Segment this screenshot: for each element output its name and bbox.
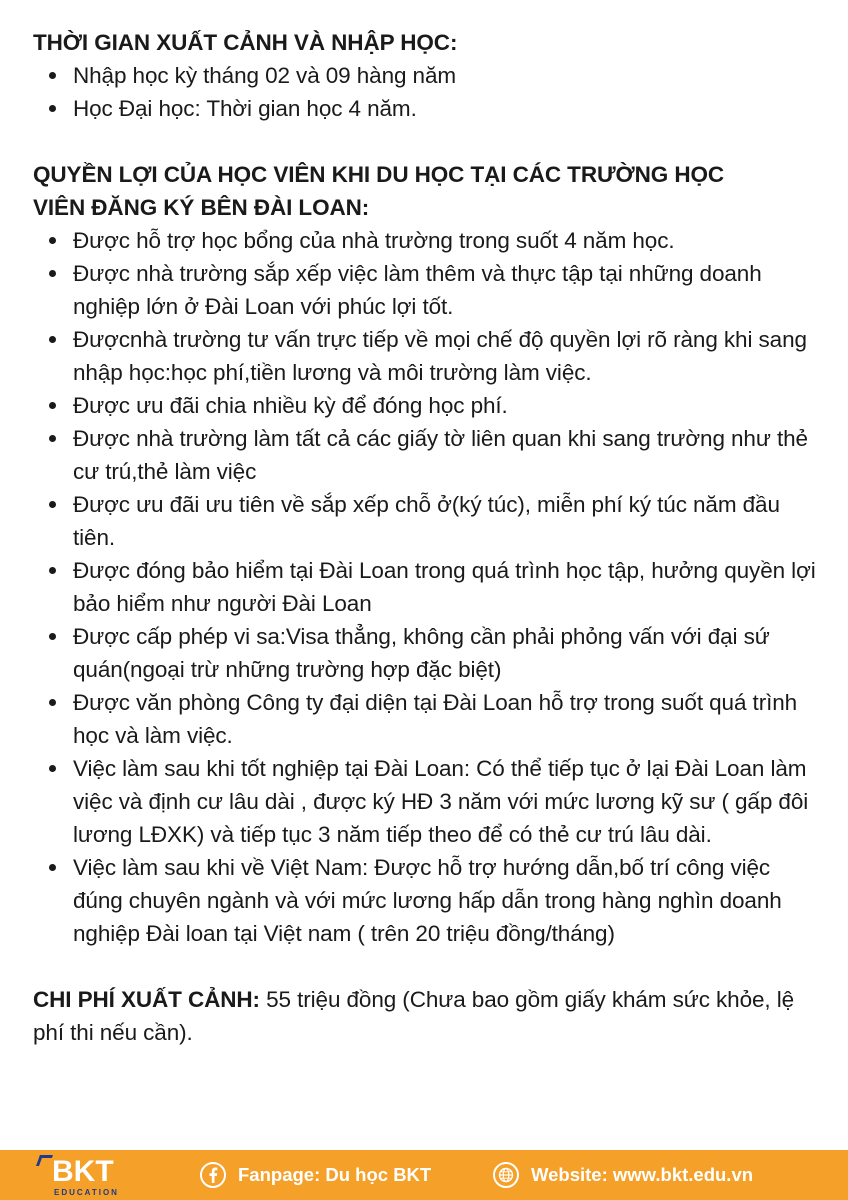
logo-mark-icon [36,1155,53,1166]
list-item: Được ưu đãi ưu tiên về sắp xếp chỗ ở(ký túc), miễn phí ký túc năm đầu tiên. [33,488,823,554]
bullet-icon [49,699,56,706]
bullet-icon [49,501,56,508]
list-item: Việc làm sau khi về Việt Nam: Được hỗ trợ hướng dẫn,bố trí công việc đúng chuyên ngành và với mức lương hấp dẫn trong hàng nghìn doanh nghiệp Đài loan tại Việt nam ( trên 20 triệu đồng/tháng) [33,851,823,950]
list-item: Đượcnhà trường tư vấn trực tiếp về mọi chế độ quyền lợi rõ ràng khi sang nhập học:học phí,tiền lương và môi trường làm việc. [33,323,823,389]
fanpage-label: Fanpage: Du học BKT [238,1164,432,1185]
bullet-icon [49,72,56,79]
bullet-icon [49,633,56,640]
bullet-icon [49,435,56,442]
cost-value: 55 triệu đồng (Chưa bao gồm giấy khám sức khỏe, lệ phí thi nếu cần). [33,987,795,1045]
benefits-heading: QUYỀN LỢI CỦA HỌC VIÊN KHI DU HỌC TẠI CÁC TRƯỜNG HỌC VIÊN ĐĂNG KÝ BÊN ĐÀI LOAN: [33,162,725,220]
list-item: Được văn phòng Công ty đại diện tại Đài Loan hỗ trợ trong suốt quá trình học và làm việc. [33,686,823,752]
globe-icon [493,1162,519,1188]
list-item: Việc làm sau khi tốt nghiệp tại Đài Loan: Có thể tiếp tục ở lại Đài Loan làm việc và định cư lâu dài , được ký HĐ 3 năm với mức lương kỹ sư ( gấp đôi lương LĐXK) và tiếp tục 3 năm tiếp theo để có thẻ cư trú lâu dài. [33,752,823,851]
list-item: Được đóng bảo hiểm tại Đài Loan trong quá trình học tập, hưởng quyền lợi bảo hiểm như người Đài Loan [33,554,823,620]
fanpage-link[interactable] [200,1160,431,1190]
benefits-list [33,224,823,950]
list-item: Được hỗ trợ học bổng của nhà trường trong suốt 4 năm học. [33,224,823,257]
list-item: Học Đại học: Thời gian học 4 năm. [33,92,823,125]
cost-label: CHI PHÍ XUẤT CẢNH: [33,987,260,1012]
bullet-icon [49,270,56,277]
list-item: Được nhà trường sắp xếp việc làm thêm và thực tập tại những doanh nghiệp lớn ở Đài Loan với phúc lợi tốt. [33,257,823,323]
bullet-icon [49,567,56,574]
list-item: Được cấp phép vi sa:Visa thẳng, không cần phải phỏng vấn với đại sứ quán(ngoại trừ những trường hợp đặc biệt) [33,620,823,686]
website-label: Website: www.bkt.edu.vn [531,1164,754,1185]
list-item: Được nhà trường làm tất cả các giấy tờ liên quan khi sang trường như thẻ cư trú,thẻ làm việc [33,422,823,488]
bullet-icon [49,105,56,112]
departure-heading: THỜI GIAN XUẤT CẢNH VÀ NHẬP HỌC: [33,30,458,55]
bkt-logo: BKT EDUCATION [38,1153,138,1199]
list-item: Nhập học kỳ tháng 02 và 09 hàng năm [33,59,823,92]
bullet-icon [49,237,56,244]
bullet-icon [49,336,56,343]
website-link[interactable] [493,1160,753,1190]
bullet-icon [49,765,56,772]
document-body [33,26,823,1049]
bullet-icon [49,402,56,409]
departure-list [33,59,823,125]
cost-paragraph [33,983,823,1049]
facebook-icon [200,1162,226,1188]
bullet-icon [49,864,56,871]
footer-bar [0,1150,848,1200]
list-item: Được ưu đãi chia nhiều kỳ để đóng học phí. [33,389,823,422]
